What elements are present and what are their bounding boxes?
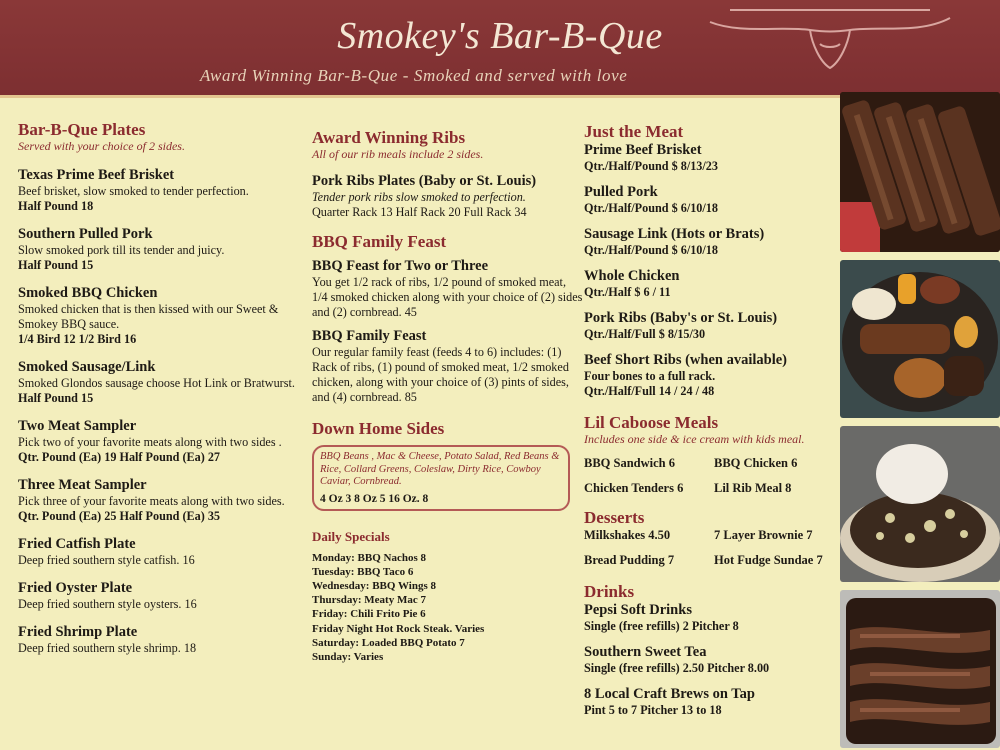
menu-item: Fried Oyster Plate Deep fried southern style oysters. 16 — [18, 580, 197, 611]
list-item: 7 Layer Brownie 7 — [714, 528, 813, 542]
plates-subtitle: Served with your choice of 2 sides. — [18, 139, 185, 153]
sides-title: Down Home Sides — [312, 419, 445, 438]
desserts-list — [584, 528, 840, 568]
photo-column — [840, 88, 1000, 750]
list-item: Tuesday: BBQ Taco 6 — [312, 565, 414, 578]
ribs-subtitle: All of our rib meals include 2 sides. — [312, 147, 484, 161]
longhorn-logo-icon — [700, 4, 960, 76]
list-item: Chicken Tenders 6 — [584, 481, 684, 495]
kids-title: Lil Caboose Meals — [584, 413, 719, 432]
menu-item: Pepsi Soft Drinks Single (free refills) 2 Pitcher 8 — [584, 602, 739, 633]
list-item: Thursday: Meaty Mac 7 — [312, 594, 426, 607]
menu-item: Smoked Sausage/Link Smoked Glondos sausage choose Hot Link or Bratwurst. Half Pound 15 — [18, 359, 295, 405]
restaurant-tagline: Award Winning Bar-B-Que - Smoked and served with love — [200, 66, 628, 85]
specials-title: Daily Specials — [312, 528, 390, 544]
feast-title: BBQ Family Feast — [312, 232, 447, 251]
list-item: Milkshakes 4.50 — [584, 528, 671, 542]
menu-item: Smoked BBQ Chicken Smoked chicken that is then kissed with our Sweet & Smokey BBQ sauce. 1/4 Bird 12 1/2 Bird 16 — [18, 285, 279, 346]
column-plates — [18, 120, 300, 656]
meat-title: Just the Meat — [584, 122, 684, 141]
brisket-photo — [840, 92, 1000, 252]
menu-item: BBQ Family Feast Our regular family feast (feeds 4 to 6) includes: (1) Rack of ribs, (1) pound of smoked meat, 1/2 smoked chicken, along with your choice of (3) pints of sides, and (4) cornbread. 85 — [312, 328, 569, 404]
menu-item: Southern Sweet Tea Single (free refills) 2.50 Pitcher 8.00 — [584, 644, 770, 675]
ribs-title: Award Winning Ribs — [312, 128, 466, 147]
desserts-title: Desserts — [584, 508, 645, 527]
menu-item: Pulled Pork Qtr./Half/Pound $ 6/10/18 — [584, 184, 718, 215]
header-banner — [0, 0, 1000, 98]
menu-item: 8 Local Craft Brews on Tap Pint 5 to 7 Pitcher 13 to 18 — [584, 686, 755, 717]
list-item: Bread Pudding 7 — [584, 553, 675, 567]
plates-title: Bar-B-Que Plates — [18, 120, 146, 139]
sides-prices: 4 Oz 3 8 Oz 5 16 Oz. 8 — [320, 492, 429, 505]
list-item: Wednesday: BBQ Wings 8 — [312, 579, 436, 592]
menu-item: Two Meat Sampler Pick two of your favorite meats along with two sides . Qtr. Pound (Ea) 19 Half Pound (Ea) 27 — [18, 418, 282, 464]
menu-item: BBQ Feast for Two or Three You get 1/2 rack of ribs, 1/2 pound of smoked meat, 1/4 smoked chicken along with your choice of (2) sides and (2) cornbread. 45 — [312, 258, 583, 319]
menu-item: Fried Catfish Plate Deep fried southern style catfish. 16 — [18, 536, 195, 567]
menu-item: Sausage Link (Hots or Brats) Qtr./Half/Pound $ 6/10/18 — [584, 226, 765, 257]
list-item: BBQ Sandwich 6 — [584, 456, 676, 470]
kids-list — [584, 456, 840, 496]
menu-item: Fried Shrimp Plate Deep fried southern style shrimp. 18 — [18, 624, 197, 655]
restaurant-title: Smokey's Bar-B-Que — [337, 15, 663, 57]
list-item: BBQ Chicken 6 — [714, 456, 798, 470]
list-item: Hot Fudge Sundae 7 — [714, 553, 823, 567]
loaded-potato-photo — [840, 426, 1000, 582]
menu-item: Southern Pulled Pork Slow smoked pork till its tender and juicy. Half Pound 15 — [18, 226, 225, 272]
menu-item: Three Meat Sampler Pick three of your favorite meats along with two sides. Qtr. Pound (Ea) 25 Half Pound (Ea) 35 — [18, 477, 285, 523]
list-item: Lil Rib Meal 8 — [714, 481, 792, 495]
ribs-plate-photo — [840, 260, 1000, 418]
sliced-brisket-photo — [840, 590, 1000, 748]
list-item: Monday: BBQ Nachos 8 — [312, 551, 426, 564]
specials-list — [312, 551, 584, 665]
sides-list: BBQ Beans , Mac & Cheese, Potato Salad, Red Beans & Rice, Collard Greens, Coleslaw, Dirty Rice, Cowboy Caviar, Cornbread. — [320, 451, 560, 487]
column-meat-drinks — [584, 122, 840, 718]
menu-item: Beef Short Ribs (when available) Four bones to a full rack. Qtr./Half/Full 14 / 24 / 48 — [584, 352, 787, 398]
kids-subtitle: Includes one side & ice cream with kids meal. — [584, 432, 805, 446]
menu-item: Whole Chicken Qtr./Half $ 6 / 11 — [584, 268, 680, 299]
list-item: Friday Night Hot Rock Steak. Varies — [312, 622, 485, 635]
menu-item: Pork Ribs (Baby's or St. Louis) Qtr./Half/Full $ 8/15/30 — [584, 310, 778, 341]
list-item: Saturday: Loaded BBQ Potato 7 — [312, 636, 465, 649]
drinks-title: Drinks — [584, 582, 635, 601]
menu-item: Prime Beef Brisket Qtr./Half/Pound $ 8/13/23 — [584, 142, 718, 173]
sides-box — [312, 445, 570, 511]
menu-item: Texas Prime Beef Brisket Beef brisket, slow smoked to tender perfection. Half Pound 18 — [18, 167, 249, 213]
list-item: Sunday: Varies — [312, 650, 384, 663]
menu-item: Pork Ribs Plates (Baby or St. Louis) Tender pork ribs slow smoked to perfection. Quarter Rack 13 Half Rack 20 Full Rack 34 — [312, 173, 537, 219]
list-item: Friday: Chili Frito Pie 6 — [312, 608, 426, 621]
column-ribs-feast — [312, 128, 584, 664]
